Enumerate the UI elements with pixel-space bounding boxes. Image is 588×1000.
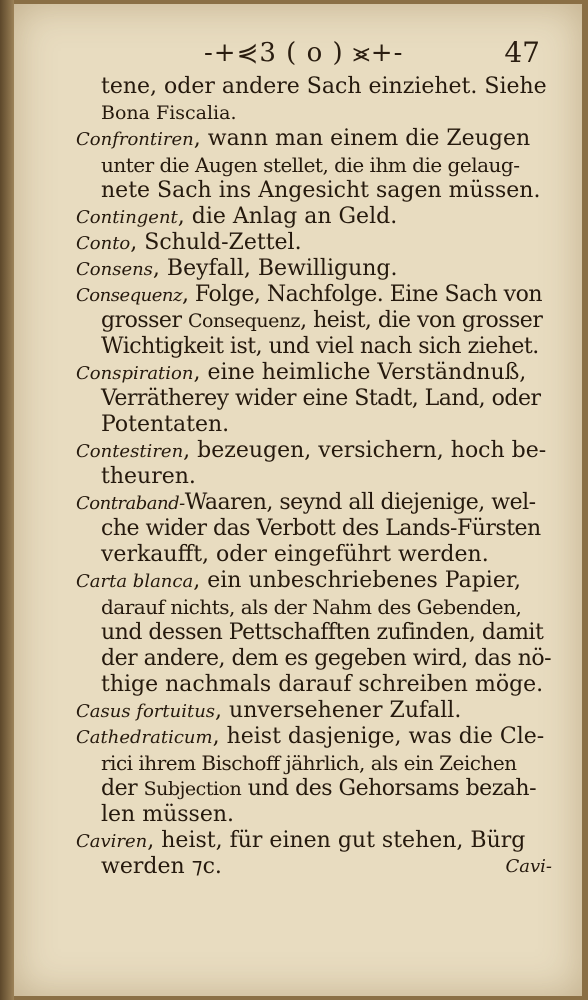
definition-text: , Schuld-Zettel. (130, 230, 302, 255)
text-line (76, 724, 554, 750)
definition-text: unter die Augen stellet, die ihm die gelaug- (101, 153, 520, 177)
definition-text: theuren. (101, 464, 196, 489)
text-line (76, 620, 554, 646)
latin-term: Consequenz (187, 310, 301, 332)
definition-text: len müssen. (101, 802, 235, 827)
latin-term: Subjection (143, 778, 242, 800)
definition-text: che wider das Verbott des Lands-Fürsten (101, 516, 541, 541)
definition-text: Waaren, seynd all diejenige, wel- (184, 490, 536, 515)
headword: Conspiration (76, 363, 194, 384)
text-line (76, 230, 554, 256)
headword: Consens (76, 259, 153, 280)
definition-text: grosser (101, 308, 188, 333)
headword: Cathedraticum (76, 727, 213, 748)
dictionary-entry (76, 360, 554, 438)
dictionary-entry (76, 438, 554, 490)
text-line (76, 152, 554, 178)
definition-text: , ein unbeschriebenes Papier, (193, 568, 521, 593)
headword: Caviren (76, 831, 148, 852)
text-line (76, 542, 554, 568)
definition-text: , Beyfall, Bewilligung. (152, 256, 398, 281)
latin-term: Bona Fiscalia. (101, 102, 237, 124)
text-line (76, 854, 554, 880)
text-line (76, 490, 554, 516)
definition-text: und dessen Pettschafften zufinden, damit (101, 620, 544, 645)
text-line (76, 776, 554, 802)
text-line (76, 828, 554, 854)
text-line (76, 100, 554, 126)
text-line (76, 438, 554, 464)
definition-text: rici ihrem Bischoff jährlich, als ein Zeichen (101, 751, 517, 775)
definition-text: der andere, dem es gegeben wird, das nö- (101, 646, 552, 671)
definition-text: , eine heimliche Verständnuß, (193, 360, 527, 385)
definition-text: Verrätherey wider eine Stadt, Land, oder (101, 386, 541, 411)
text-line (76, 568, 554, 594)
definition-text: , bezeugen, versichern, hoch be- (183, 438, 547, 463)
definition-text: , wann man einem die Zeugen (193, 126, 531, 151)
definition-text: Potentaten. (101, 412, 230, 437)
text-line (76, 412, 554, 438)
definition-text: verkaufft, oder eingeführt werden. (101, 542, 489, 567)
catchword: Cavi- (505, 856, 552, 877)
definition-text: darauf nichts, als der Nahm des Gebenden, (101, 595, 522, 619)
dictionary-text (76, 74, 554, 880)
dictionary-entry (76, 698, 554, 724)
headword: Conto (76, 233, 131, 254)
dictionary-entry (76, 724, 554, 828)
definition-text: tene, oder andere Sach einziehet. Siehe (101, 74, 547, 99)
headword: Casus fortuitus (76, 701, 216, 722)
definition-text: und des Gehorsams bezah- (241, 776, 536, 801)
definition-text: , heist, die von grosser (300, 308, 543, 333)
header-ornament: -+⋞3 ( o ) ⪤+- (204, 38, 404, 68)
text-line (76, 594, 554, 620)
text-line (76, 464, 554, 490)
text-line (76, 178, 554, 204)
definition-text: werden ⁊c. (101, 854, 222, 879)
text-line (76, 308, 554, 334)
dictionary-entry (76, 282, 554, 360)
text-line (76, 256, 554, 282)
definition-text: , Folge, Nachfolge. Eine Sach von (181, 282, 543, 307)
text-line (76, 334, 554, 360)
dictionary-entry (76, 204, 554, 230)
text-line (76, 672, 554, 698)
dictionary-entry (76, 490, 554, 568)
definition-text: der (101, 776, 144, 801)
text-line (76, 802, 554, 828)
definition-text: , unversehener Zufall. (215, 698, 462, 723)
text-line (76, 516, 554, 542)
headword: Contingent (76, 207, 178, 228)
text-line (76, 282, 554, 308)
page-header (14, 34, 582, 74)
dictionary-entry (76, 126, 554, 204)
text-line (76, 126, 554, 152)
text-line (76, 386, 554, 412)
headword: Contestiren (76, 441, 184, 462)
text-line (76, 204, 554, 230)
book-spine (0, 0, 14, 1000)
text-line (76, 646, 554, 672)
definition-text: Wichtigkeit ist, und viel nach sich ziehet. (101, 334, 539, 359)
headword: Confrontiren (76, 129, 194, 150)
text-line (76, 74, 554, 100)
dictionary-entry (76, 568, 554, 698)
definition-text: , heist, für einen gut stehen, Bürg (147, 828, 526, 853)
dictionary-entry (76, 74, 554, 126)
headword: Carta blanca (76, 571, 194, 592)
book-page (14, 4, 582, 996)
headword: Contraband- (76, 493, 185, 514)
dictionary-entry (76, 230, 554, 256)
text-line (76, 698, 554, 724)
page-number: 47 (504, 36, 540, 69)
definition-text: thige nachmals darauf schreiben möge. (101, 672, 544, 697)
definition-text: , die Anlag an Geld. (177, 204, 398, 229)
definition-text: , heist dasjenige, was die Cle- (212, 724, 545, 749)
definition-text: nete Sach ins Angesicht sagen müssen. (101, 178, 541, 203)
dictionary-entry (76, 828, 554, 880)
dictionary-entry (76, 256, 554, 282)
headword: Consequenz (76, 285, 182, 306)
text-line (76, 750, 554, 776)
text-line (76, 360, 554, 386)
